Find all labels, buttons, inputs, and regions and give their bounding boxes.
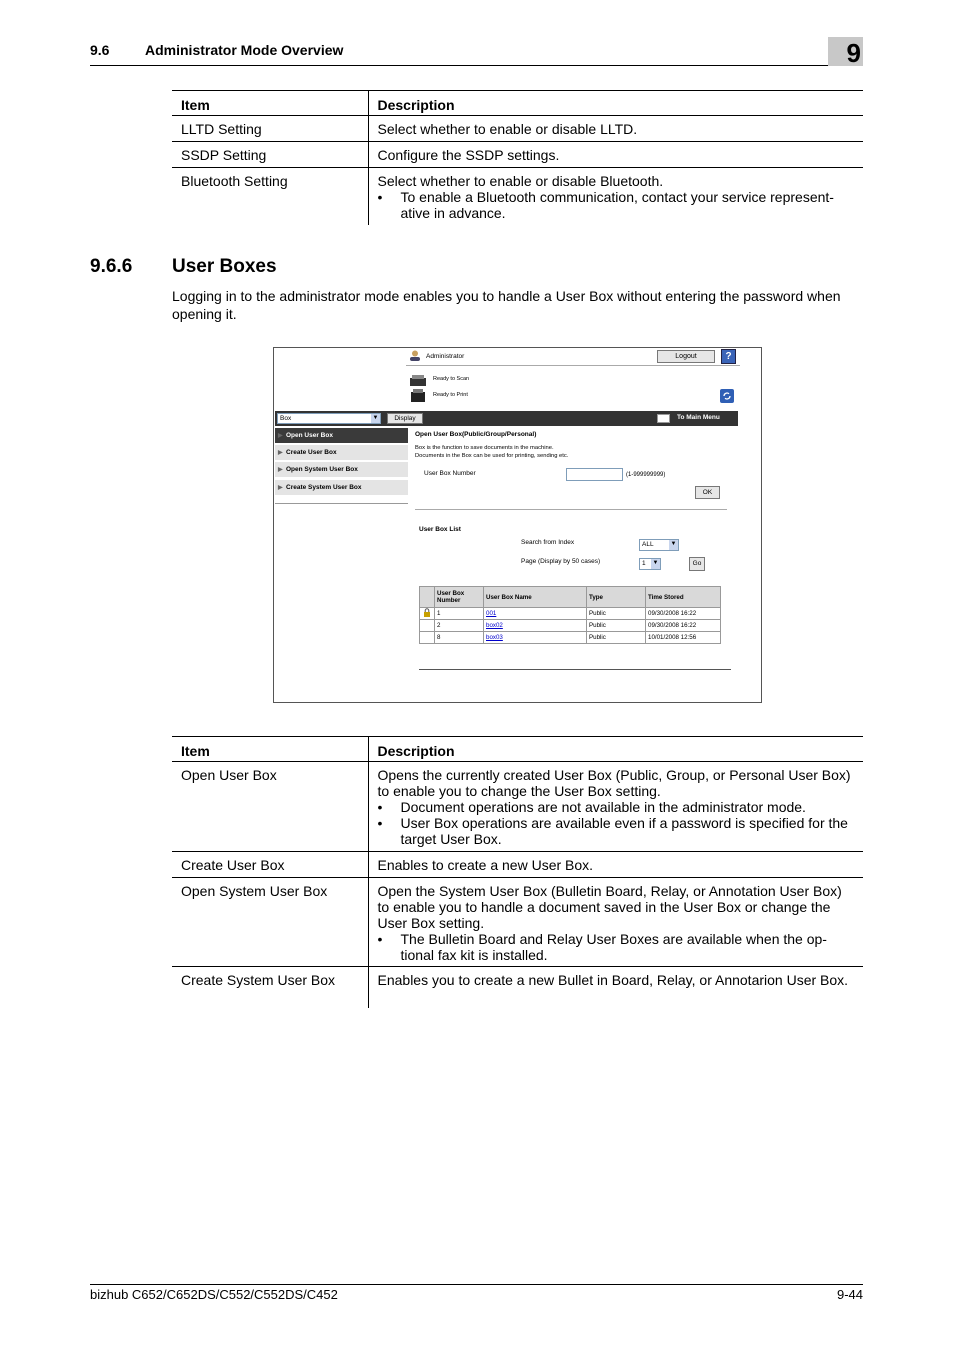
col-desc-header: Description	[368, 737, 863, 762]
col-item-header: Item	[172, 737, 368, 762]
cell-desc	[368, 878, 863, 967]
user-box-table	[419, 586, 721, 644]
cell-item: Open User Box	[172, 762, 368, 852]
lock-cell	[420, 632, 435, 644]
table-row[interactable]	[420, 632, 721, 644]
table-row	[172, 142, 863, 168]
cell-number: 2	[435, 620, 484, 632]
intro-paragraph: Logging in to the administrator mode enables you to handle a User Box without entering the password when opening it.	[172, 288, 841, 322]
table-row[interactable]	[420, 620, 721, 632]
box-link[interactable]: box02	[486, 622, 503, 629]
scan-status: Ready to Scan	[433, 376, 470, 382]
bullet-list	[378, 189, 856, 221]
bullet-item: • The Bulletin Board and Relay User Boxes are available when the op-tional fax kit is installed.	[378, 931, 856, 963]
col-item-header: Item	[172, 91, 368, 116]
go-button[interactable]: Go	[689, 557, 705, 571]
page-label: Page (Display by 50 cases)	[521, 558, 601, 565]
cell-item: Bluetooth Setting	[172, 168, 368, 225]
section-number: 9.6	[90, 42, 110, 58]
logout-button[interactable]: Logout	[657, 350, 715, 363]
bottom-divider	[419, 669, 731, 670]
ok-button[interactable]: OK	[695, 486, 720, 499]
index-select[interactable]	[639, 539, 679, 551]
cell-desc-text: Select whether to enable or disable Bluetooth.	[377, 173, 664, 189]
table-row	[172, 878, 863, 967]
cell-item: Open System User Box	[172, 878, 368, 967]
cell-name	[484, 620, 587, 632]
box-number-input[interactable]	[566, 468, 623, 481]
cell-desc	[368, 762, 863, 852]
cell-desc-text: Open the System User Box (Bulletin Board, Relay, or Annotation User Box) to enable you to handle a document saved in the User Box or change the User Box setting.	[377, 883, 842, 931]
user-box-items-table	[172, 736, 863, 1008]
cell-number: 8	[435, 632, 484, 644]
cell-type: Public	[587, 632, 646, 644]
page-select[interactable]	[639, 558, 661, 570]
cell-item: Create System User Box	[172, 967, 368, 1008]
menu-create-system-user-box[interactable]	[275, 480, 408, 496]
index-select-value: ALL	[642, 541, 654, 548]
menu-label: Open System User Box	[286, 466, 358, 473]
to-main-menu-link[interactable]: To Main Menu	[677, 414, 720, 421]
cell-desc: Enables to create a new User Box.	[368, 852, 863, 878]
table-header-row	[172, 737, 863, 762]
cell-desc: Enables you to create a new Bullet in Board, Relay, or Annotarion User Box.	[377, 972, 849, 988]
cell-time: 10/01/2008 12:56	[646, 632, 721, 644]
table-header-row	[172, 91, 863, 116]
admin-label: Administrator	[426, 353, 465, 360]
settings-table	[172, 90, 863, 225]
footer-model: bizhub C652/C652DS/C552/C552DS/C452	[90, 1287, 338, 1302]
table-row[interactable]	[420, 608, 721, 620]
cell-item: Create User Box	[172, 852, 368, 878]
col-desc-header: Description	[368, 91, 863, 116]
scanner-icon	[409, 374, 427, 387]
chevron-down-icon: ▼	[651, 559, 660, 569]
cell-item: LLTD Setting	[172, 116, 368, 142]
triangle-icon: ▶	[278, 433, 283, 439]
col-box-number: User Box Number	[435, 587, 484, 608]
printer-icon	[409, 389, 427, 403]
menu-label: Create User Box	[286, 449, 337, 456]
bullet-list	[378, 931, 856, 963]
box-number-label: User Box Number	[424, 470, 476, 477]
menu-label: Create System User Box	[286, 484, 362, 491]
header-rule	[90, 65, 863, 66]
cell-desc	[368, 168, 863, 225]
table-row	[172, 168, 863, 225]
box-select-value: Box	[280, 415, 292, 422]
panel-desc-1: Box is the function to save documents in the machine.	[415, 445, 554, 451]
panel-desc-2: Documents in the Box can be used for printing, sending etc.	[415, 453, 569, 459]
cell-desc: Select whether to enable or disable LLTD.	[368, 116, 863, 142]
cell-item: SSDP Setting	[172, 142, 368, 168]
bullet-item: • User Box operations are available even if a password is specified for the target User Box.	[378, 815, 856, 847]
table-header-row	[420, 587, 721, 608]
bullet-item: • To enable a Bluetooth communication, contact your service represent-ative in advance.	[378, 189, 856, 221]
bullet-list	[378, 799, 856, 847]
lock-icon	[420, 608, 435, 620]
running-header-title: Administrator Mode Overview	[145, 42, 344, 58]
page-select-value: 1	[642, 560, 646, 567]
chevron-down-icon: ▼	[669, 540, 678, 550]
admin-icon	[409, 350, 421, 361]
cell-name	[484, 608, 587, 620]
table-row	[172, 852, 863, 878]
menu-create-user-box[interactable]	[275, 445, 408, 461]
help-icon[interactable]: ?	[721, 349, 736, 364]
box-number-hint: (1-999999999)	[626, 472, 666, 478]
col-type: Type	[587, 587, 646, 608]
cell-desc-text: Opens the currently created User Box (Public, Group, or Personal User Box) to enable you to change the User Box setting.	[377, 767, 851, 799]
menu-open-system-user-box[interactable]	[275, 462, 408, 478]
col-box-name: User Box Name	[484, 587, 587, 608]
user-box-screenshot	[273, 347, 762, 703]
lock-col-header	[420, 587, 435, 608]
table-row	[172, 762, 863, 852]
cell-type: Public	[587, 620, 646, 632]
list-title: User Box List	[419, 526, 461, 533]
cell-desc: Configure the SSDP settings.	[368, 142, 863, 168]
triangle-icon: ▶	[278, 485, 283, 491]
table-row	[172, 116, 863, 142]
cell-number: 1	[435, 608, 484, 620]
panel-title: Open User Box(Public/Group/Personal)	[415, 431, 537, 438]
chapter-badge	[828, 37, 863, 66]
cell-time: 09/30/2008 16:22	[646, 620, 721, 632]
col-time-stored: Time Stored	[646, 587, 721, 608]
menu-divider	[275, 503, 408, 504]
panel-divider	[415, 509, 727, 510]
chevron-down-icon: ▼	[372, 415, 379, 421]
display-button[interactable]: Display	[387, 413, 423, 424]
box-link[interactable]: 001	[486, 610, 497, 617]
footer-rule	[90, 1284, 863, 1285]
page-number: 9-44	[836, 1287, 863, 1302]
menu-open-user-box[interactable]	[275, 428, 408, 444]
box-link[interactable]: box03	[486, 634, 503, 641]
subsection-title: User Boxes	[172, 256, 277, 277]
box-select[interactable]	[277, 413, 381, 424]
refresh-icon[interactable]	[720, 389, 734, 403]
cell-type: Public	[587, 608, 646, 620]
divider	[406, 365, 740, 366]
cell-name	[484, 632, 587, 644]
search-label: Search from Index	[521, 539, 575, 546]
chapter-number: 9	[846, 38, 861, 68]
lock-cell	[420, 620, 435, 632]
menu-label: Open User Box	[286, 432, 333, 439]
bullet-item: • Document operations are not available in the administrator mode.	[378, 799, 856, 815]
triangle-icon: ▶	[278, 467, 283, 473]
main-menu-icon	[657, 414, 670, 423]
subsection-number: 9.6.6	[90, 256, 133, 277]
cell-time: 09/30/2008 16:22	[646, 608, 721, 620]
triangle-icon: ▶	[278, 450, 283, 456]
table-row	[172, 967, 863, 1008]
print-status: Ready to Print	[433, 392, 468, 398]
